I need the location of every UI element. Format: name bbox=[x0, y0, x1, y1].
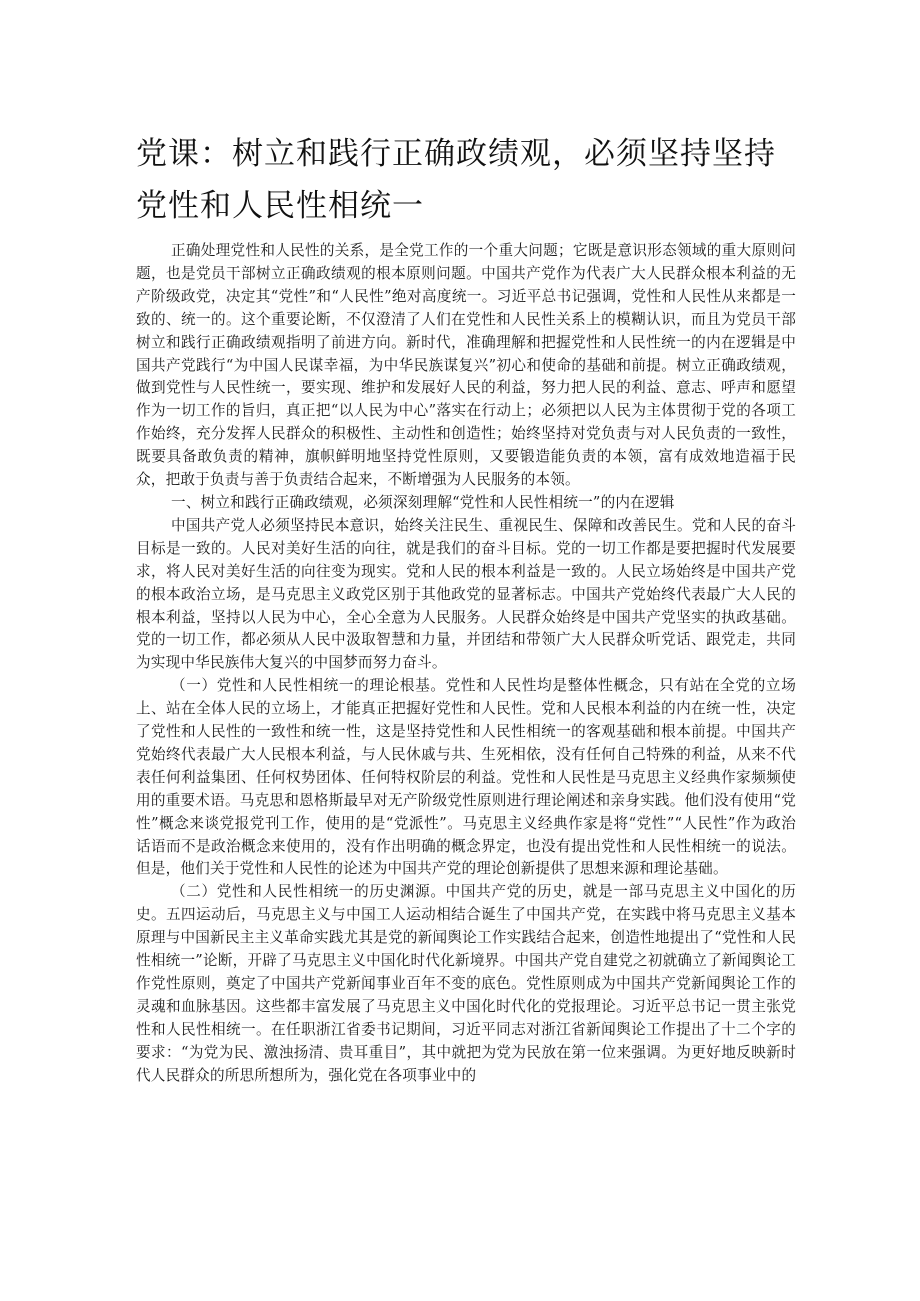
section-heading-1: 一、树立和践行正确政绩观，必须深刻理解“党性和人民性相统一”的内在逻辑 bbox=[171, 493, 675, 511]
document-title: 党课：树立和践行正确政绩观，必须坚持坚持党性和人民性相统一 bbox=[136, 136, 776, 224]
paragraph-theory-basis: （一）党性和人民性相统一的理论根基。党性和人民性均是整体性概念，只有站在全党的立场上、站在全体人民的立场上，才能真正把握好党性和人民性。党和人民根本利益的内在统一性，决定了党性和人民性的一致性和统一性，这是坚持党性和人民性相统一的客观基础和根本前提。中国共产党始终代表最广大人民根本利益，与人民休戚与共、生死相依，没有任何自己特殊的利益，从来不代表任何利益集团、任何权势团体、任何特权阶层的利益。党性和人民性是马克思主义经典作家频频使用的重要术语。马克思和恩格斯最早对无产阶级党性原则进行理论阐述和亲身实践。他们没有使用“党性”概念来谈党报党刊工作，使用的是“党派性”。马克思主义经典作家是将“党性”“人民性”作为政治话语而不是政治概念来使用的，没有作出明确的概念界定，也没有提出党性和人民性相统一的说法。但是，他们关于党性和人民性的论述为中国共产党的理论创新提供了思想来源和理论基础。 bbox=[136, 677, 796, 878]
paragraph-history-origin: （二）党性和人民性相统一的历史渊源。中国共产党的历史，就是一部马克思主义中国化的历史。五四运动后，马克思主义与中国工人运动相结合诞生了中国共产党，在实践中将马克思主义基本原理与中国新民主主义革命实践尤其是党的新闻舆论工作实践结合起来，创造性地提出了“党性和人民性相统一”论断，开辟了马克思主义中国化时代化新境界。中国共产党自建党之初就确立了新闻舆论工作党性原则，奠定了中国共产党新闻事业百年不变的底色。党性原则成为中国共产党新闻舆论工作的灵魂和血脉基因。这些都丰富发展了马克思主义中国化时代化的党报理论。习近平总书记一贯主张党性和人民性相统一。在任职浙江省委书记期间，习近平同志对浙江省新闻舆论工作提出了十二个字的要求：“为党为民、激浊扬清、贵耳重目”，其中就把为党为民放在第一位来强调。为更好地反映新时代人民群众的所思所想所为，强化党在各项事业中的 bbox=[136, 883, 796, 1084]
paragraph-intro: 正确处理党性和人民性的关系，是全党工作的一个重大问题；它既是意识形态领域的重大原则问题，也是党员干部树立正确政绩观的根本原则问题。中国共产党作为代表广大人民群众根本利益的无产阶级政党，决定其“党性”和“人民性”绝对高度统一。习近平总书记强调，党性和人民性从来都是一致的、统一的。这个重要论断，不仅澄清了人们在党性和人民性关系上的模糊认识，而且为党员干部树立和践行正确政绩观指明了前进方向。新时代，准确理解和把握党性和人民性统一的内在逻辑是中国共产党践行“为中国人民谋幸福，为中华民族谋复兴”初心和使命的基础和前提。树立正确政绩观，做到党性与人民性统一，要实现、维护和发展好人民的利益，努力把人民的利益、意志、呼声和愿望作为一切工作的旨归，真正把“以人民为中心”落实在行动上；必须把以人民为主体贯彻于党的各项工作始终，充分发挥人民群众的积极性、主动性和创造性；始终坚持对党负责与对人民负责的一致性，既要具备敢负责的精神，旗帜鲜明地坚持党性原则，又要锻造能负责的本领，富有成效地造福于民众，把敢于负责与善于负责结合起来，不断增强为人民服务的本领。 bbox=[136, 242, 796, 489]
paragraph-section-1: 中国共产党人必须坚持民本意识，始终关注民生、重视民生、保障和改善民生。党和人民的奋斗目标是一致的。人民对美好生活的向往，就是我们的奋斗目标。党的一切工作都是要把握时代发展要求，将人民对美好生活的向往变为现实。党和人民的根本利益是一致的。人民立场始终是中国共产党的根本政治立场，是马克思主义政党区别于其他政党的显著标志。中国共产党始终代表最广大人民的根本利益，坚持以人民为中心，全心全意为人民服务。人民群众始终是中国共产党坚实的执政基础。党的一切工作，都必须从人民中汲取智慧和力量，并团结和带领广大人民群众听党话、跟党走，共同为实现中华民族伟大复兴的中国梦而努力奋斗。 bbox=[136, 516, 796, 672]
document-body bbox=[136, 240, 796, 1088]
